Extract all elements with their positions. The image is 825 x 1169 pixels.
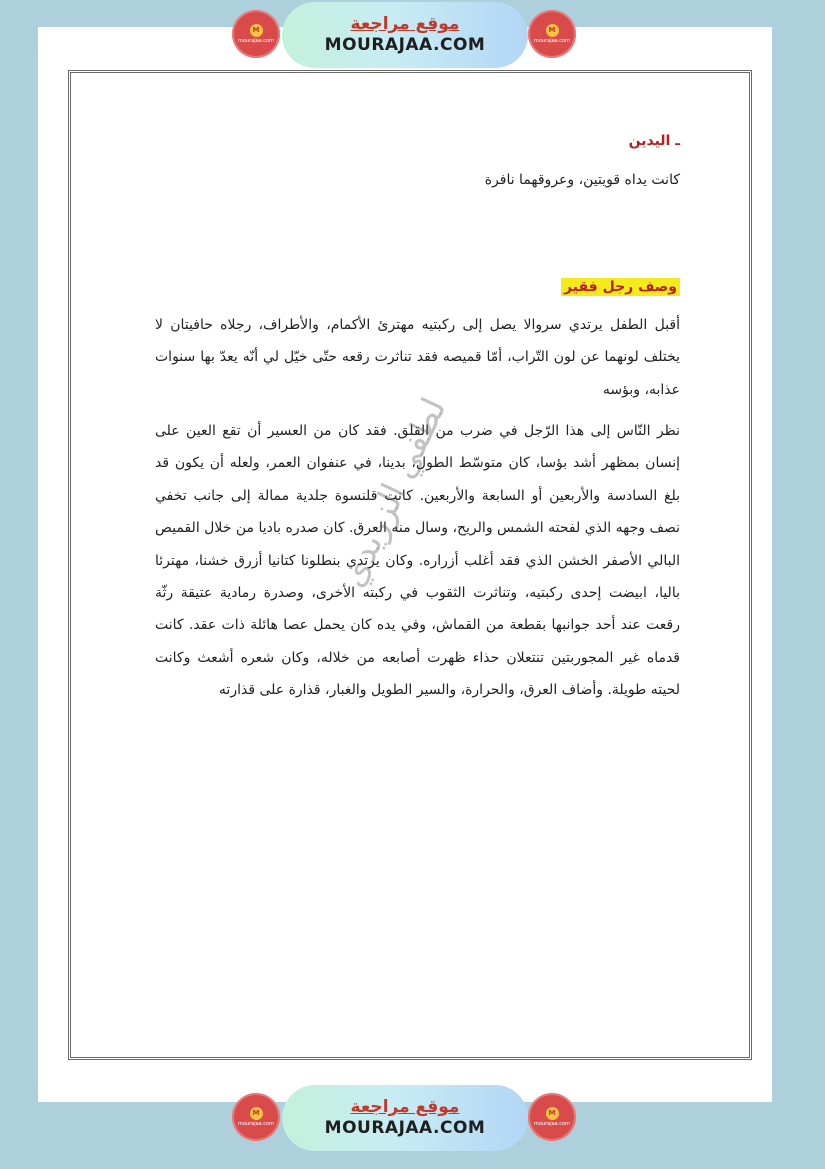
banner-site-url[interactable]: MOURAJAA.COM — [324, 1118, 486, 1138]
site-banner-top[interactable] — [282, 2, 528, 68]
site-banner-bottom[interactable] — [282, 1085, 528, 1151]
logo-caption: mourajaa.com — [533, 1121, 570, 1127]
site-logo-right-bottom[interactable] — [528, 1093, 576, 1141]
logo-caption: mourajaa.com — [533, 38, 570, 44]
banner-arabic-title[interactable]: موقع مراجعة — [350, 1097, 460, 1117]
paragraph-man: نظر النّاس إلى هذا الرّجل في ضرب من القلق. فقد كان من العسير أن تقع العين على إنسان بمظهر أشد بؤسا، كان متوسّط الطول، بدينا، في عنفوان العمر، ولعله أن يكون قد بلغ السادسة والأربعين أو السابعة والأربعين. كانت قلنسوة جلدية ممالة إلى جانب تخفي نصف وجهه الذي لفحته الشمس والريح، وسال منه العرق. كان صدره باديا من خلال القميص البالي الأصفر الخشن الذي فقد أغلب أزراره. وكان يرتدي بنطلونا كتانيا أزرق خشنا، مهترئا باليا، ابيضت إحدى ركبتيه، وتناثرت الثقوب في ركبته الأخرى، وصدرة رمادية عتيقة رثّة رقعت عند أحد جوانبها بقطعة من القماش، وفي يده كان يحمل عصا هائلة ذات عقد. كانت قدماه غير المجوربتين تنتعلان حذاء ظهرت أصابعه من خلاله، وكان شعره أشعث وكانت لحيته طويلة. وأضاف العرق، والحرارة، والسير الطويل والغبار، قذارة على قذارته — [155, 423, 680, 699]
paragraph-child: أقبل الطفل يرتدي سروالا يصل إلى ركبتيه مهترئ الأكمام، والأطراف، رجلاه حافيتان لا يختلف لونهما عن لون التّراب، أمّا قميصه فقد تناثرت رقعه حتّى خيّل لي أنّه يعدّ بها سنوات عذابه، وبؤسه — [155, 317, 680, 398]
logo-mark-icon: M — [546, 1107, 559, 1120]
logo-caption: mourajaa.com — [237, 38, 274, 44]
logo-caption: mourajaa.com — [237, 1121, 274, 1127]
heading-hands: ـ اليدين — [628, 133, 680, 149]
site-logo-right-top[interactable] — [528, 10, 576, 58]
logo-mark-icon: M — [250, 1107, 263, 1120]
banner-arabic-title[interactable]: موقع مراجعة — [350, 14, 460, 34]
heading-poor-man: وصف رجل فقير — [561, 278, 680, 296]
site-logo-left-top[interactable] — [232, 10, 280, 58]
handwritten-watermark: لطفي الزريدي — [332, 391, 455, 594]
banner-site-url[interactable]: MOURAJAA.COM — [324, 35, 486, 55]
site-logo-left-bottom[interactable] — [232, 1093, 280, 1141]
hands-description: كانت يداه قويتين، وعروقهما نافرة — [484, 172, 680, 188]
logo-mark-icon: M — [250, 24, 263, 37]
logo-mark-icon: M — [546, 24, 559, 37]
